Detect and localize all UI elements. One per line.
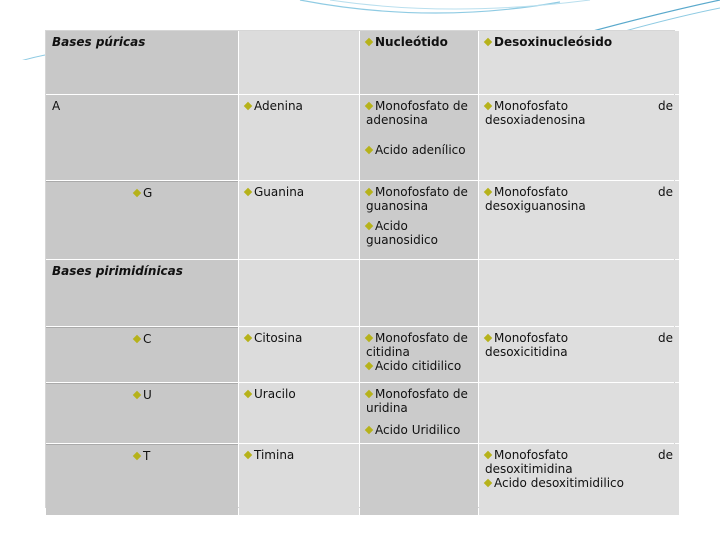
bullet-icon <box>244 390 252 398</box>
bullet-icon <box>484 102 492 110</box>
nucleotide-table <box>45 30 675 508</box>
row-a-name: Adenina <box>239 95 359 180</box>
empty-cell <box>360 444 478 515</box>
bullet-icon <box>244 188 252 196</box>
header-empty <box>239 31 359 94</box>
list-item: Monofosfato de adenosina <box>366 99 468 127</box>
bullet-icon <box>244 451 252 459</box>
list-item: Acido adenílico <box>366 143 472 157</box>
row-c-base: C <box>46 327 238 382</box>
bullet-icon <box>365 426 373 434</box>
bullet-icon <box>244 102 252 110</box>
row-u-name: Uracilo <box>239 383 359 443</box>
bullet-icon <box>133 189 141 197</box>
bullet-icon <box>484 334 492 342</box>
row-g-base: G <box>46 181 238 259</box>
row-u-base: U <box>46 383 238 443</box>
bullet-icon <box>365 38 373 46</box>
list-item: Monofosfato de guanosina <box>366 185 468 213</box>
bullet-icon <box>484 188 492 196</box>
bullet-icon <box>365 222 373 230</box>
bullet-icon <box>365 146 373 154</box>
bullet-icon <box>365 362 373 370</box>
row-c-deoxy: Monofosfato de desoxicitidina <box>479 327 679 382</box>
empty-cell <box>360 260 478 326</box>
bullet-icon <box>133 452 141 460</box>
list-item: Acido citidilico <box>366 359 472 373</box>
row-t-deoxy: Monofosfato de desoxitimidina Acido desoxitimidilico <box>479 444 679 515</box>
empty-cell <box>479 383 679 443</box>
row-g-name: Guanina <box>239 181 359 259</box>
bullet-icon <box>133 335 141 343</box>
bullet-icon <box>365 390 373 398</box>
list-item: Monofosfato de citidina <box>366 331 468 359</box>
row-a-nucleotide <box>360 95 478 180</box>
bullet-icon <box>484 451 492 459</box>
header-desoxinucleosido: Desoxinucleósido <box>479 31 679 94</box>
bullet-icon <box>133 391 141 399</box>
bullet-icon <box>244 334 252 342</box>
row-g-nucleotide <box>360 181 478 259</box>
row-t-name: Timina <box>239 444 359 515</box>
row-c-nucleotide <box>360 327 478 382</box>
list-item: Acido Uridilico <box>366 423 472 437</box>
row-a-deoxy: Monofosfato de desoxiadenosina <box>479 95 679 180</box>
row-c-name: Citosina <box>239 327 359 382</box>
row-u-nucleotide <box>360 383 478 443</box>
bullet-icon <box>365 102 373 110</box>
list-item: Acido guanosidico <box>366 219 438 247</box>
header-bases-puricas: Bases púricas <box>46 31 238 94</box>
bullet-icon <box>484 38 492 46</box>
row-a-base: A <box>46 95 238 180</box>
empty-cell <box>479 260 679 326</box>
empty-cell <box>239 260 359 326</box>
bullet-icon <box>365 334 373 342</box>
header-nucleotido: Nucleótido <box>360 31 478 94</box>
list-item: Monofosfato de uridina <box>366 387 468 415</box>
header-bases-pirimidinicas: Bases pirimidínicas <box>46 260 238 326</box>
row-g-deoxy: Monofosfato de desoxiguanosina <box>479 181 679 259</box>
bullet-icon <box>365 188 373 196</box>
bullet-icon <box>484 479 492 487</box>
row-t-base: T <box>46 444 238 515</box>
